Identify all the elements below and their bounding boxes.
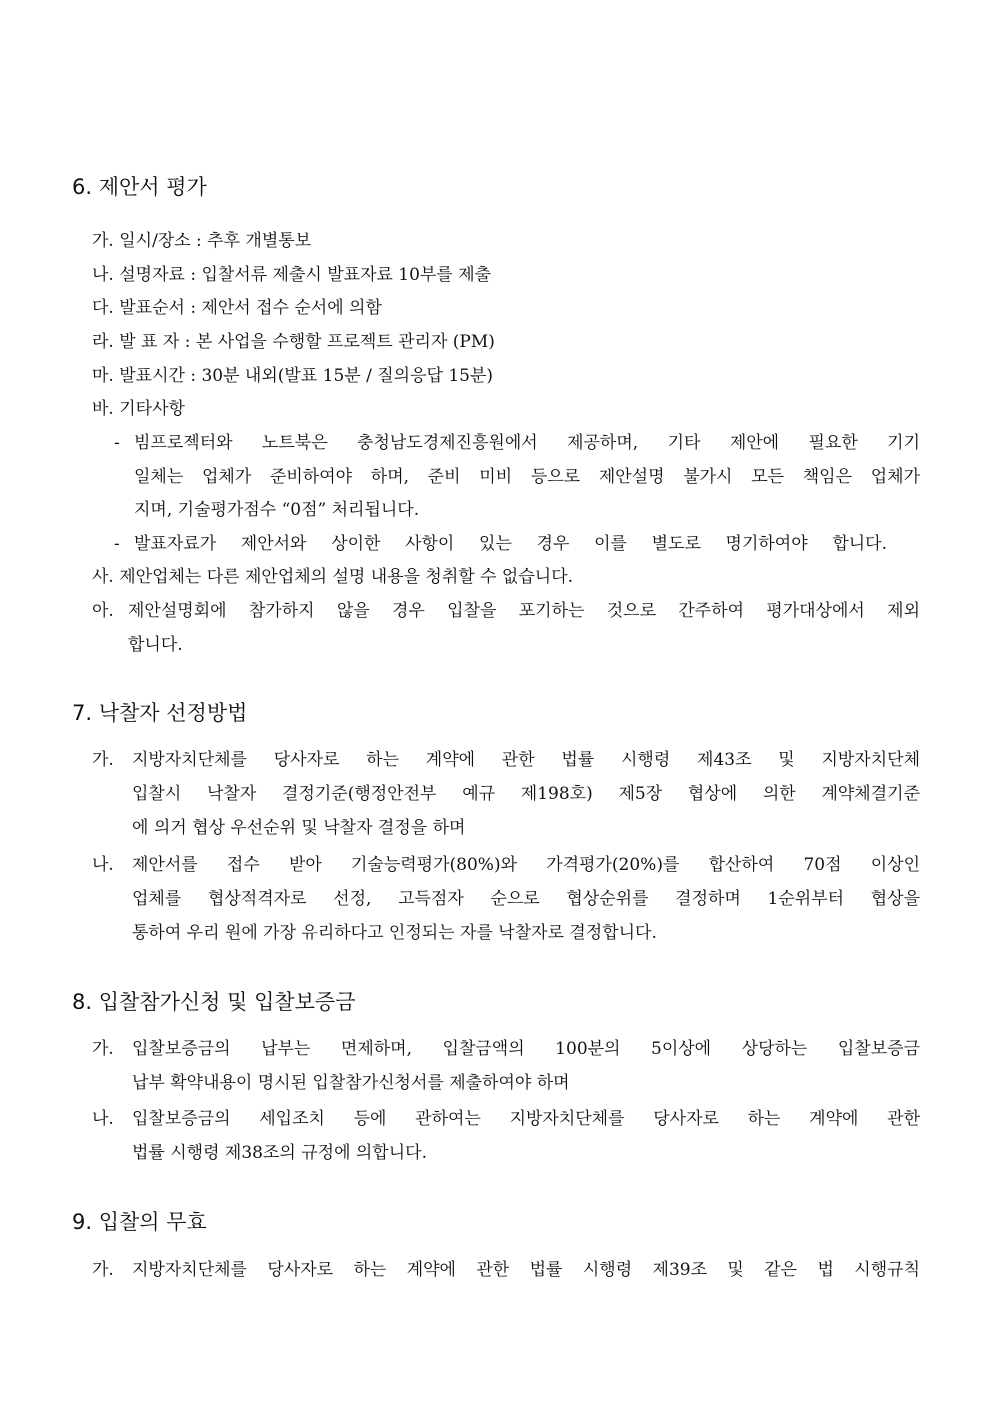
item-text-line: 지방자치단체를 당사자로 하는 계약에 관한 법률 시행령 제39조 및 같은 법 시행규칙 (132, 1260, 920, 1280)
list-item (92, 260, 491, 290)
list-item (92, 226, 311, 256)
item-text: 발 표 자 : 본 사업을 수행할 프로젝트 관리자 (PM) (119, 332, 495, 352)
item-text-line: 법률 시행령 제38조의 규정에 의합니다. (132, 1143, 427, 1163)
list-item (92, 361, 493, 391)
item-marker: 가. (92, 1039, 114, 1059)
item-text: 제안업체는 다른 제안업체의 설명 내용을 청취할 수 없습니다. (119, 567, 574, 587)
item-text-line: 일체는 업체가 준비하여야 하며, 준비 미비 등으로 제안설명 불가시 모든 책임은 업체가 (134, 467, 920, 487)
item-text-line: 납부 확약내용이 명시된 입찰참가신청서를 제출하여야 하며 (132, 1073, 570, 1093)
item-text-line: 지방자치단체를 당사자로 하는 계약에 관한 법률 시행령 제43조 및 지방자치단체 (132, 750, 920, 770)
item-marker: 가. (92, 1260, 114, 1280)
item-text: 기타사항 (119, 399, 185, 419)
item-marker: 다. (92, 298, 114, 318)
item-text: 발표순서 : 제안서 접수 순서에 의함 (119, 298, 382, 318)
item-text: 설명자료 : 입찰서류 제출시 발표자료 10부를 제출 (119, 265, 492, 285)
item-marker: 아. (92, 601, 114, 621)
item-marker: 가. (92, 750, 114, 770)
item-text-line: 에 의거 협상 우선순위 및 낙찰자 결정을 하며 (132, 818, 466, 838)
item-marker: 사. (92, 567, 114, 587)
dash-marker: - (114, 433, 120, 453)
item-text-line: 지며, 기술평가점수 “0점” 처리됩니다. (134, 500, 420, 520)
list-item (92, 293, 382, 323)
item-marker: 나. (92, 265, 114, 285)
item-text-line: 입찰보증금의 세입조치 등에 관하여는 지방자치단체를 당사자로 하는 계약에 관한 (132, 1109, 920, 1129)
item-text-line: 합니다. (128, 635, 183, 655)
list-item (92, 327, 495, 357)
dash-marker: - (114, 534, 120, 554)
section-8-title: 8. 입찰참가신청 및 입찰보증금 (72, 990, 356, 1014)
item-marker: 가. (92, 231, 114, 251)
section-7-title: 7. 낙찰자 선정방법 (72, 701, 248, 725)
section-9-title: 9. 입찰의 무효 (72, 1210, 207, 1234)
item-text: 발표시간 : 30분 내외(발표 15분 / 질의응답 15분) (119, 366, 494, 386)
item-marker: 나. (92, 1109, 114, 1129)
list-item (92, 562, 573, 592)
item-marker: 라. (92, 332, 114, 352)
item-text-line: 입찰보증금의 납부는 면제하며, 입찰금액의 100분의 5이상에 상당하는 입찰보증금 (132, 1039, 920, 1059)
item-text-line: 빔프로젝터와 노트북은 충청남도경제진흥원에서 제공하며, 기타 제안에 필요한 기기 (134, 433, 920, 453)
item-text-line: 통하여 우리 원에 가장 유리하다고 인정되는 자를 낙찰자로 결정합니다. (132, 923, 657, 943)
item-text: 일시/장소 : 추후 개별통보 (119, 231, 312, 251)
item-marker: 나. (92, 855, 114, 875)
item-text-line: 발표자료가 제안서와 상이한 사항이 있는 경우 이를 별도로 명기하여야 합니다. (134, 534, 887, 554)
item-text-line: 제안설명회에 참가하지 않을 경우 입찰을 포기하는 것으로 간주하여 평가대상에서 제외 (128, 601, 920, 621)
item-text-line: 입찰시 낙찰자 결정기준(행정안전부 예규 제198호) 제5장 협상에 의한 계약체결기준 (132, 784, 920, 804)
item-text-line: 제안서를 접수 받아 기술능력평가(80%)와 가격평가(20%)를 합산하여 70점 이상인 (132, 855, 920, 875)
section-6-title: 6. 제안서 평가 (72, 175, 207, 199)
item-marker: 바. (92, 399, 114, 419)
list-item (92, 394, 185, 424)
item-text-line: 업체를 협상적격자로 선정, 고득점자 순으로 협상순위를 결정하며 1순위부터 협상을 (132, 889, 920, 909)
item-marker: 마. (92, 366, 114, 386)
